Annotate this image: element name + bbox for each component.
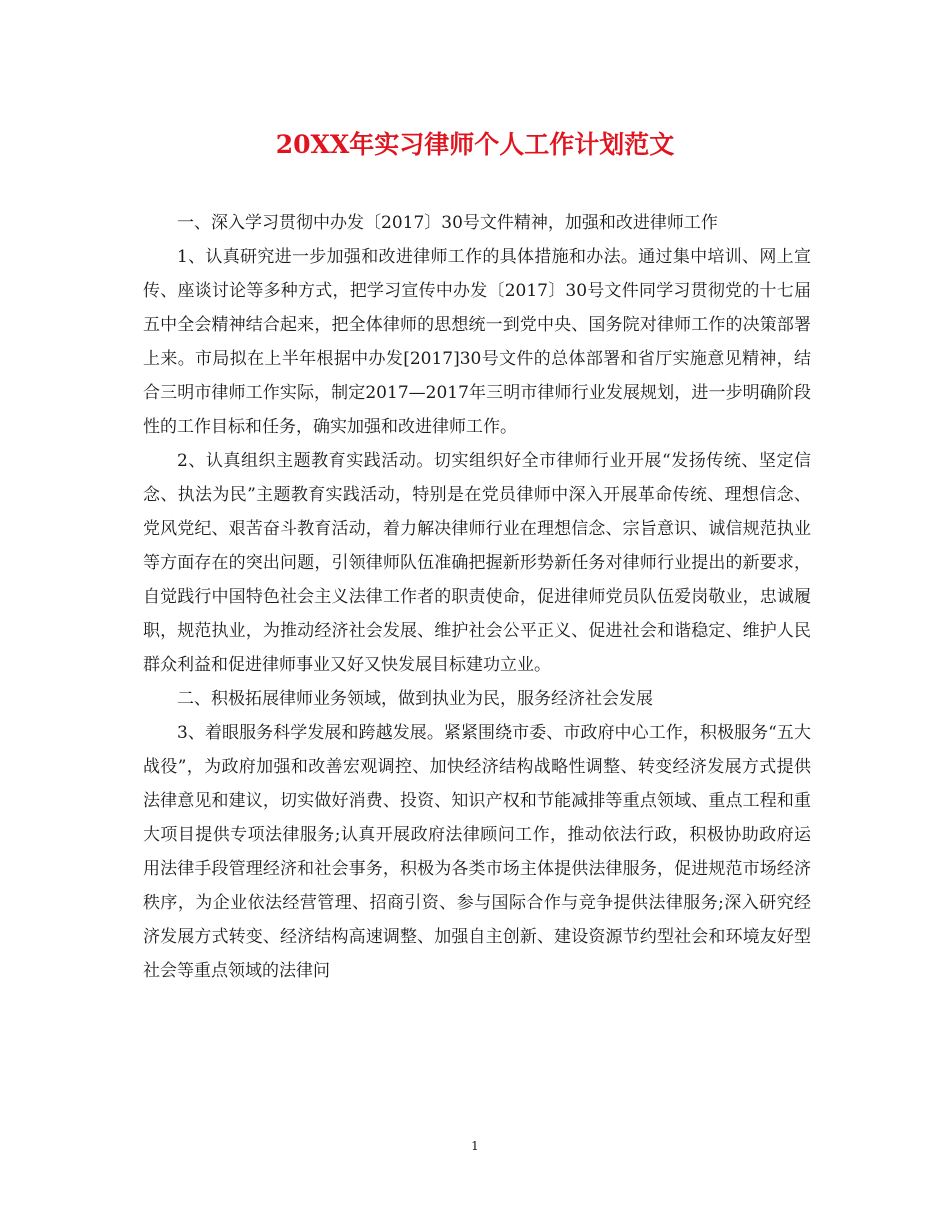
- paragraph-2: 2、认真组织主题教育实践活动。切实组织好全市律师行业开展“发扬传统、坚定信念、执法为民”主题教育实践活动，特别是在党员律师中深入开展革命传统、理想信念、党风党纪、艰苦奋斗教育活动，着力解决律师行业在理想信念、宗旨意识、诚信规范执业等方面存在的突出问题，引领律师队伍准确把握新形势新任务对律师行业提出的新要求，自觉践行中国特色社会主义法律工作者的职责使命，促进律师党员队伍爱岗敬业，忠诚履职，规范执业，为推动经济社会发展、维护社会公平正义、促进社会和谐稳定、维护人民群众利益和促进律师事业又好又快发展目标建功立业。: [143, 451, 811, 675]
- paragraph-3: 3、着眼服务科学发展和跨越发展。紧紧围绕市委、市政府中心工作，积极服务“五大战役”，为政府加强和改善宏观调控、加快经济结构战略性调整、转变经济发展方式提供法律意见和建议，切实做好消费、投资、知识产权和节能减排等重点领域、重点工程和重大项目提供专项法律服务;认真开展政府法律顾问工作，推动依法行政，积极协助政府运用法律手段管理经济和社会事务，积极为各类市场主体提供法律服务，促进规范市场经济秩序，为企业依法经营管理、招商引资、参与国际合作与竞争提供法律服务;深入研究经济发展方式转变、经济结构高速调整、加强自主创新、建设资源节约型社会和环境友好型社会等重点领域的法律问: [143, 723, 811, 981]
- section-heading-2: 二、积极拓展律师业务领域，做到执业为民，服务经济社会发展: [177, 689, 653, 709]
- paragraph-1: 1、认真研究进一步加强和改进律师工作的具体措施和办法。通过集中培训、网上宣传、座谈讨论等多种方式，把学习宣传中办发〔2017〕30号文件同学习贯彻党的十七届五中全会精神结合起来，把全体律师的思想统一到党中央、国务院对律师工作的决策部署上来。市局拟在上半年根据中办发[2017]30号文件的总体部署和省厅实施意见精神，结合三明市律师工作实际，制定2017—2017年三明市律师行业发展规划，进一步明确阶段性的工作目标和任务，确实加强和改进律师工作。: [143, 247, 811, 437]
- document-body: [143, 206, 811, 988]
- page-number: 1: [471, 1139, 479, 1153]
- section-heading-1: 一、深入学习贯彻中办发〔2017〕30号文件精神，加强和改进律师工作: [177, 213, 718, 233]
- document-title: 20XX年实习律师个人工作计划范文: [275, 130, 675, 159]
